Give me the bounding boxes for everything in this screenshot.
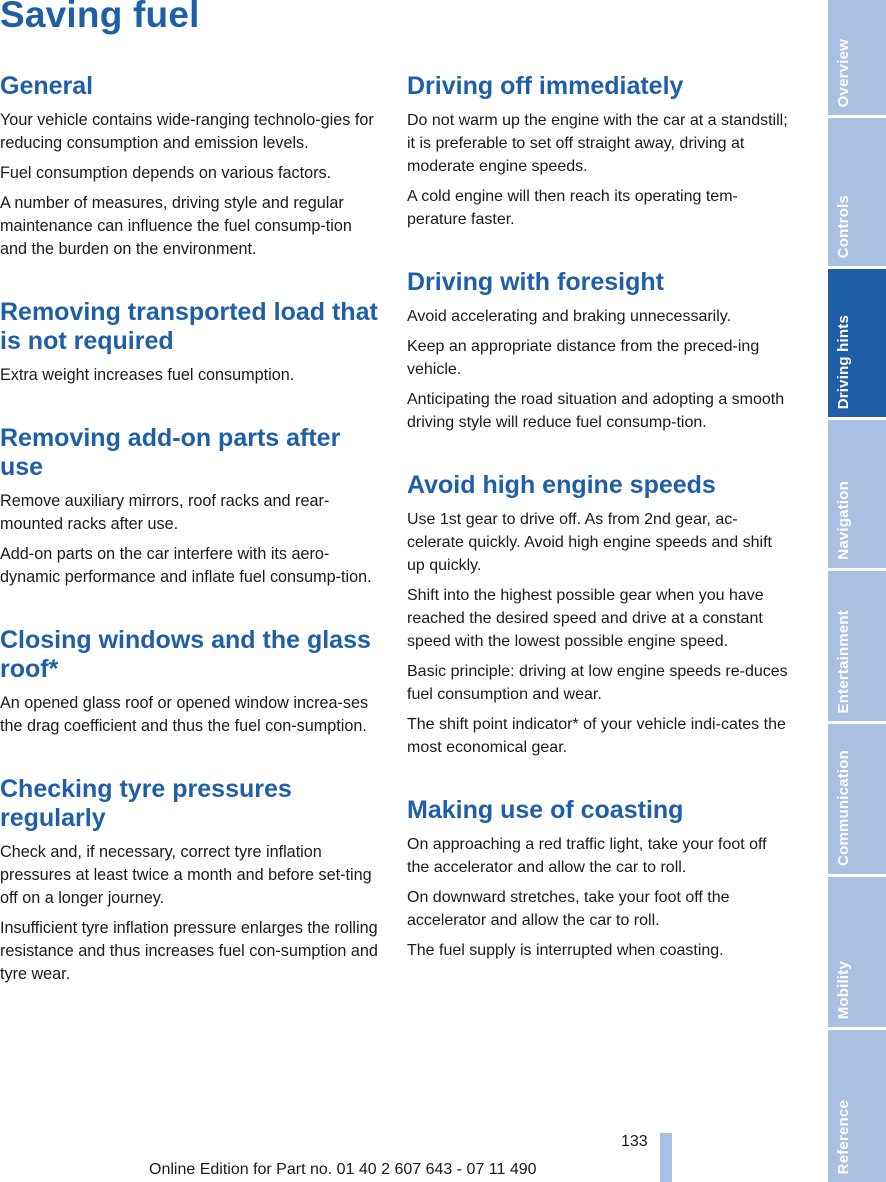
section-heading: Closing windows and the glass roof* — [0, 626, 371, 683]
tab-navigation[interactable] — [828, 420, 886, 568]
paragraph: The fuel supply is interrupted when coasting. — [407, 942, 724, 959]
page-number: 133 — [621, 1133, 648, 1150]
section-add-on-parts — [0, 424, 380, 589]
footer-edition-note: Online Edition for Part no. 01 40 2 607 643 - 07 11 490 — [149, 1161, 537, 1178]
tab-label: Entertainment — [835, 609, 852, 713]
section-heading: Avoid high engine speeds — [407, 471, 716, 499]
paragraph: Your vehicle contains wide-ranging technolo-gies for reducing consumption and emission levels. — [0, 111, 374, 152]
paragraph: Use 1st gear to drive off. As from 2nd gear, ac-celerate quickly. Avoid high engine speeds and shift up quickly. — [407, 511, 772, 574]
paragraph: Remove auxiliary mirrors, roof racks and rear-mounted racks after use. — [0, 492, 330, 533]
paragraph: On approaching a red traffic light, take your foot off the accelerator and allow the car to roll. — [407, 836, 767, 876]
tab-overview[interactable] — [828, 0, 886, 115]
tab-label: Controls — [835, 194, 852, 258]
paragraph: Check and, if necessary, correct tyre inflation pressures at least twice a month and before set-ting off on a longer journey. — [0, 843, 372, 907]
chapter-tabs — [828, 0, 886, 1182]
paragraph: An opened glass roof or opened window increa-ses the drag coefficient and thus the fuel con-sumption. — [0, 694, 369, 735]
section-general — [0, 72, 380, 261]
section-heading: Making use of coasting — [407, 796, 684, 824]
paragraph: The shift point indicator* of your vehicle indi-cates the most economical gear. — [407, 716, 786, 756]
section-engine-speeds — [407, 471, 789, 759]
paragraph: Anticipating the road situation and adopting a smooth driving style will reduce fuel consump-tion. — [407, 391, 785, 431]
tab-reference[interactable] — [828, 1030, 886, 1182]
tab-mobility[interactable] — [828, 877, 886, 1027]
tab-entertainment[interactable] — [828, 571, 886, 721]
paragraph: Keep an appropriate distance from the preced-ing vehicle. — [407, 338, 760, 378]
section-heading: Checking tyre pressures regularly — [0, 775, 292, 832]
section-foresight — [407, 268, 789, 434]
paragraph: Extra weight increases fuel consumption. — [0, 366, 295, 384]
left-column — [0, 72, 380, 1023]
paragraph: Insufficient tyre inflation pressure enlarges the rolling resistance and thus increases fuel con-sumption and tyre wear. — [0, 919, 378, 983]
section-heading: General — [0, 72, 94, 100]
paragraph: Do not warm up the engine with the car at a standstill; it is preferable to set off straight away, driving at moderate engine speeds. — [407, 112, 788, 175]
paragraph: Basic principle: driving at low engine speeds re-duces fuel consumption and wear. — [407, 663, 788, 703]
tab-label: Reference — [835, 1099, 852, 1174]
section-windows-glass-roof — [0, 626, 380, 738]
section-heading: Removing add-on parts after use — [0, 424, 341, 481]
paragraph: Fuel consumption depends on various factors. — [0, 164, 332, 182]
tab-label: Driving hints — [835, 314, 852, 409]
right-column — [407, 72, 789, 999]
paragraph: Avoid accelerating and braking unnecessarily. — [407, 308, 732, 325]
tab-label: Overview — [835, 38, 852, 107]
paragraph: On downward stretches, take your foot off the accelerator and allow the car to roll. — [407, 889, 730, 929]
tab-label: Mobility — [835, 960, 852, 1019]
section-coasting — [407, 796, 789, 962]
tab-label: Communication — [835, 750, 852, 866]
paragraph: Shift into the highest possible gear when you have reached the desired speed and drive at a constant speed with the lowest possible engine speed. — [407, 587, 764, 650]
tab-controls[interactable] — [828, 118, 886, 266]
tab-driving-hints[interactable] — [828, 269, 886, 417]
tab-label: Navigation — [835, 481, 852, 560]
paragraph: Add-on parts on the car interfere with its aero-dynamic performance and inflate fuel consump-tion. — [0, 545, 372, 586]
section-heading: Driving off immediately — [407, 72, 684, 100]
paragraph: A cold engine will then reach its operating tem-perature faster. — [407, 188, 738, 228]
page-title: Saving fuel — [0, 0, 200, 35]
section-transported-load — [0, 298, 380, 387]
section-heading: Removing transported load that is not required — [0, 298, 378, 355]
section-tyre-pressures — [0, 775, 380, 986]
section-heading: Driving with foresight — [407, 268, 664, 296]
tab-communication[interactable] — [828, 724, 886, 874]
page-marker-bar — [660, 1133, 672, 1182]
section-driving-off — [407, 72, 789, 231]
paragraph: A number of measures, driving style and regular maintenance can influence the fuel consump-tion and the burden on the environment. — [0, 194, 352, 258]
